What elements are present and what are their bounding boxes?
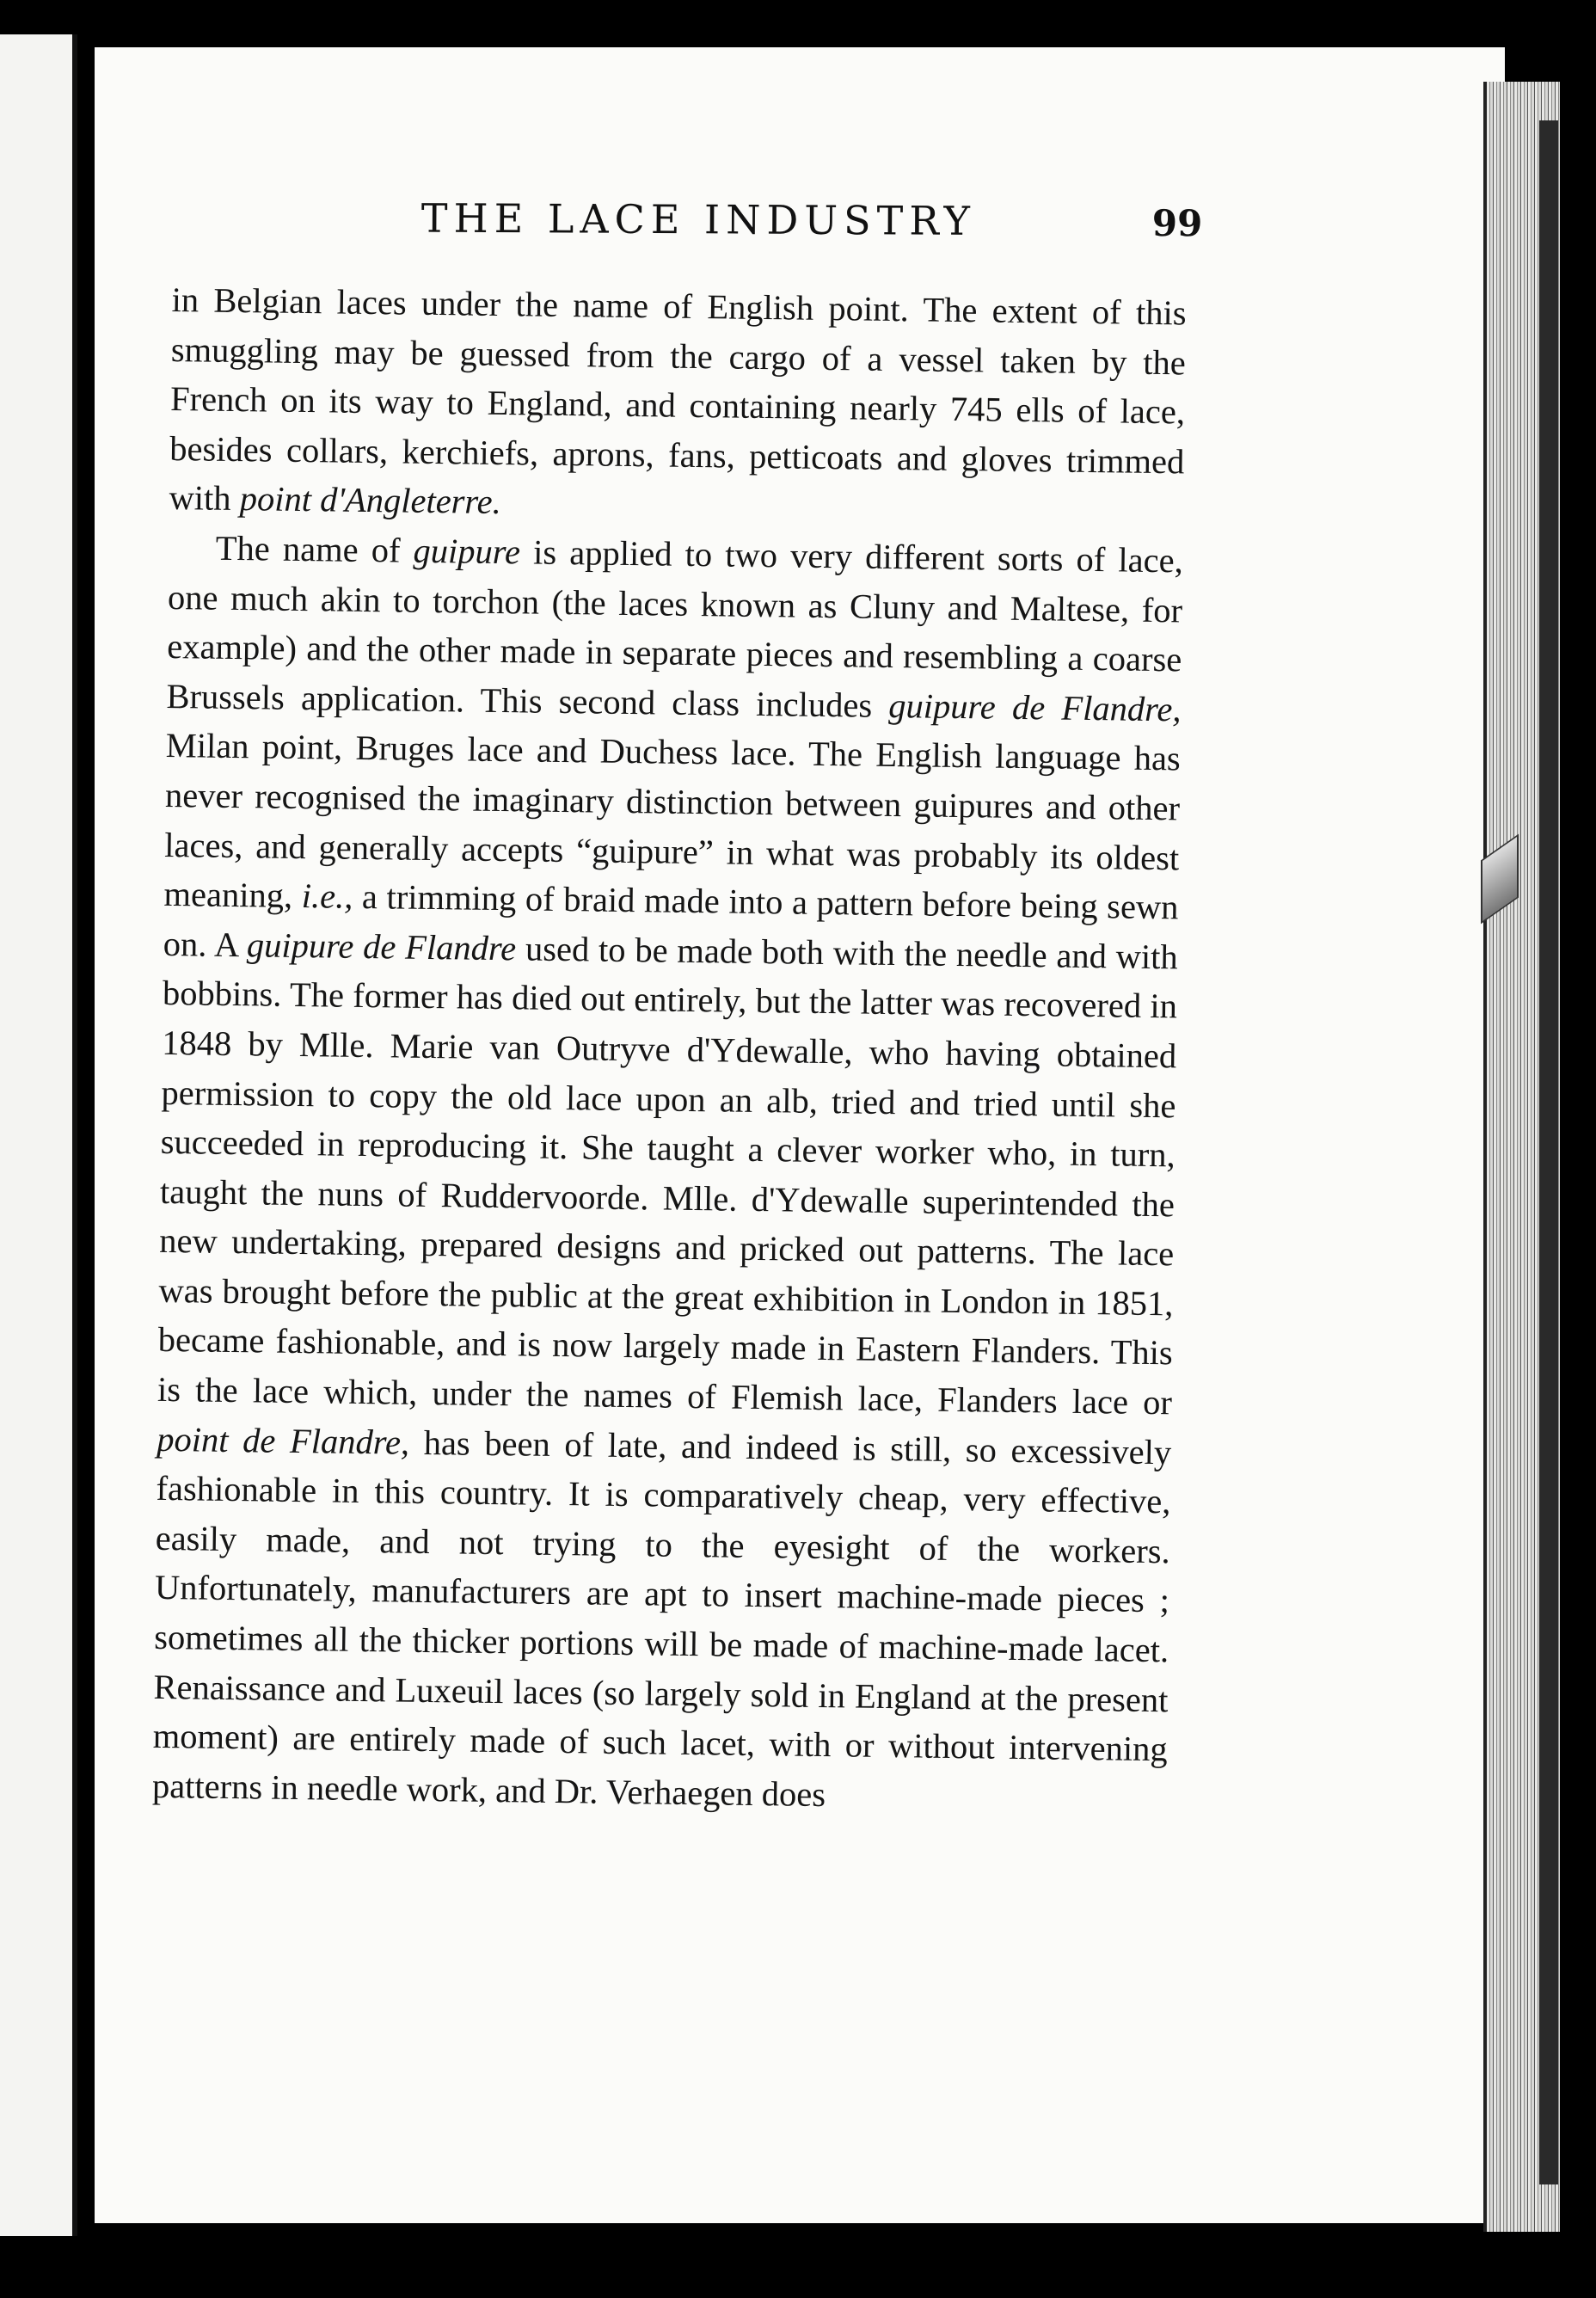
paragraph-2-italic-d: guipure de Flandre xyxy=(246,925,517,968)
paragraph-1-italic: point d'Angleterre. xyxy=(239,479,502,522)
paragraph-2-text-d: a trimming of braid made into a pattern before being sewn on. A xyxy=(163,876,1179,964)
book-cover-edge xyxy=(1539,120,1558,2184)
facing-page-edge xyxy=(0,34,77,2236)
paragraph-2-text-b: is applied to two very different sorts of lace, one much akin to torchon (the laces known as Cluny and Maltese, for example) and the other made in separate pieces and resembling a coarse Brussels application. This second class includes xyxy=(166,532,1184,725)
paragraph-2-italic-e: point de Flandre, xyxy=(156,1419,410,1462)
paragraph-1-text: in Belgian laces under the name of English point. The extent of this smuggling may be guessed from the cargo of a vessel taken by the French on its way to England, and containing nearly 745 ells of lace, besides collars, kerchiefs, aprons, fans, petticoats and gloves trimmed with xyxy=(169,280,1187,519)
paragraph-2-italic-a: guipure xyxy=(413,531,521,572)
paragraph-2-text-a: The name of xyxy=(215,528,414,570)
body-text xyxy=(152,275,1187,1824)
running-title: THE LACE INDUSTRY xyxy=(420,194,977,244)
paragraph-2-text-e: used to be made both with the needle and with bobbins. The former has died out entirely, but the latter was recovered in 1848 by Mlle. Marie van Outryve d'Ydewalle, who having obtained permission to copy the old lace upon an alb, tried and tried until she succeeded in reproducing it. She taught a clever worker who, in turn, taught the nuns of Ruddervoorde. Mlle. d'Ydewalle superintended the new undertaking, prepared designs and pricked out patterns. The lace was brought before the public at the great exhibition in London in 1851, became fashionable, and is now largely made in Eastern Flanders. This is the lace which, under the names of Flemish lace, Flanders lace or xyxy=(157,929,1179,1422)
paragraph-1 xyxy=(169,275,1187,536)
paragraph-2-italic-c: i.e., xyxy=(301,876,353,916)
paragraph-2-text-c: Milan point, Bruges lace and Duchess lace. The English language has never recognised the imaginary distinction between guipures and other laces, and generally accepts “guipure” in what was probably its oldest meaning, xyxy=(163,726,1182,916)
paragraph-2-italic-b: guipure de Flandre, xyxy=(888,685,1182,729)
paragraph-2 xyxy=(152,523,1183,1824)
page-number: 99 xyxy=(1151,202,1203,245)
paragraph-2-text-f: has been of late, and indeed is still, so excessively fashionable in this country. It is comparatively cheap, very effective, easily made, and not trying to the eyesight of the workers. Unfortunately, manufacturers are apt to insert machine-made pieces ; sometimes all the thicker portions will be made of machine-made lacet. Renaissance and Luxeuil laces (so largely sold in England at the present moment) are entirely made of such lacet, with or without intervening patterns in needle work, and Dr. Verhaegen does xyxy=(151,1422,1172,1814)
page-header xyxy=(163,194,1212,259)
